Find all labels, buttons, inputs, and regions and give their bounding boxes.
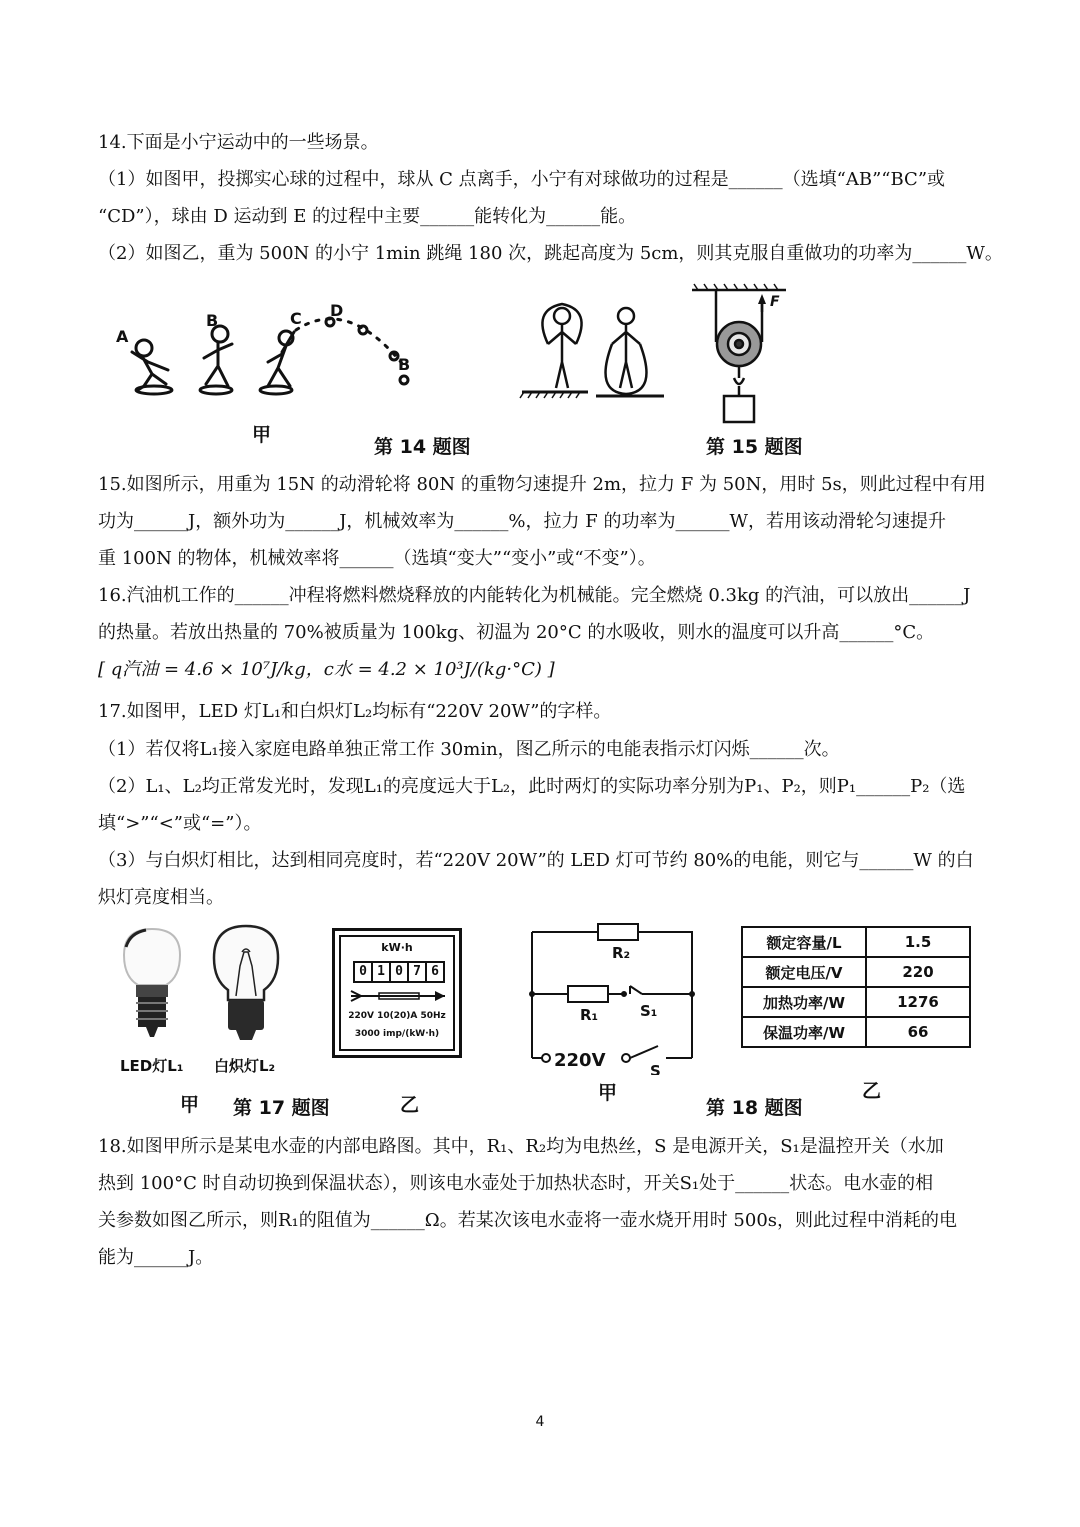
fig15-caption: 第 15 题图: [706, 436, 803, 458]
fig18-label-jia: 甲: [598, 1082, 618, 1104]
fig17-meter-display: [353, 961, 445, 983]
fig18-parameter-table: [741, 926, 971, 1048]
q15-line2: 功为______J，额外功为______J，机械效率为______%，拉力 F 的功率为______W，若用该动滑轮匀速提升: [98, 511, 946, 532]
fig14-rope-figure: [518, 300, 668, 400]
fig14-label-jia: 甲: [252, 424, 272, 446]
fig17-label-yi: 乙: [400, 1094, 420, 1116]
fig17-energy-meter: [332, 928, 462, 1058]
fig18-s-label: S: [650, 1062, 661, 1075]
table-cell: 加热功率/W: [742, 987, 866, 1017]
fig18-voltage-label: 220V: [554, 1050, 606, 1071]
fig15-force-label: F: [770, 294, 780, 310]
q15-line1: 15.如图所示，用重为 15N 的动滑轮将 80N 的重物匀速提升 2m，拉力 F 为 50N，用时 5s，则此过程中有用: [98, 474, 986, 495]
q18-line1: 18.如图甲所示是某电水壶的内部电路图。其中，R₁、R₂均为电热丝，S 是电源开关，S₁是温控开关（水加: [98, 1136, 944, 1157]
q17-part3-line1: （3）与白炽灯相比，达到相同亮度时，若“220V 20W”的 LED 灯可节约 80%的电能，则它与______W 的白: [98, 850, 974, 871]
q18-line2: 热到 100°C 时自动切换到保温状态），则该电水壶处于加热状态时，开关S₁处于______状态。电水壶的相: [98, 1173, 934, 1194]
fig17-led-label: LED灯L₁: [120, 1057, 184, 1075]
table-row: [742, 927, 970, 957]
table-cell: 1276: [866, 987, 970, 1017]
fig18-s1-label: S₁: [640, 1002, 658, 1020]
fig17-meter-digit: 1: [373, 963, 391, 981]
q17-part2-line2: 填“>”“<”或“=”）。: [98, 813, 262, 834]
fig17-meter-spec2: 3000 imp/(kW·h): [354, 1029, 440, 1039]
fig14-point-c: C: [290, 309, 302, 328]
q14-intro: 14.下面是小宁运动中的一些场景。: [98, 132, 379, 153]
fig17-led-bulb: [112, 925, 192, 1050]
table-cell: 1.5: [866, 927, 970, 957]
q16-line2: 的热量。若放出热量的 70%被质量为 100kg、初温为 20°C 的水吸收，则水的温度可以升高______°C。: [98, 622, 935, 643]
fig14-point-a: A: [116, 327, 129, 346]
fig17-incandescent-bulb: [206, 922, 286, 1052]
table-cell: 额定容量/L: [742, 927, 866, 957]
table-row: [742, 957, 970, 987]
q18-line3: 关参数如图乙所示，则R₁的阻值为______Ω。若某次该电水壶将一壶水烧开用时 500s，则此过程中消耗的电: [98, 1210, 958, 1231]
fig18-circuit: [520, 920, 700, 1075]
table-cell: 66: [866, 1017, 970, 1047]
fig17-meter-digit: 0: [355, 963, 373, 981]
q17-part1: （1）若仅将L₁接入家庭电路单独正常工作 30min，图乙所示的电能表指示灯闪烁______次。: [98, 739, 840, 760]
q14-part1-line2: “CD”），球由 D 运动到 E 的过程中主要______能转化为______能。: [98, 206, 637, 227]
table-cell: 额定电压/V: [742, 957, 866, 987]
fig17-meter-unit: kW·h: [381, 941, 413, 954]
fig14-point-b: B: [206, 311, 219, 330]
fig17-meter-spec1: 220V 10(20)A 50Hz: [348, 1011, 446, 1021]
fig17-meter-indicator-icon: [349, 989, 449, 1003]
fig18-caption: 第 18 题图: [706, 1097, 803, 1119]
page-number: 4: [535, 1414, 545, 1430]
q17-part3-line2: 炽灯亮度相当。: [98, 887, 224, 908]
fig18-r2-label: R₂: [612, 944, 631, 962]
q14-part2: （2）如图乙，重为 500N 的小宁 1min 跳绳 180 次，跳起高度为 5cm，则其克服自重做功的功率为______W。: [98, 243, 1003, 264]
fig17-meter-digit: 0: [391, 963, 409, 981]
fig14-throw-figure: [108, 300, 428, 410]
q17-part2-line1: （2）L₁、L₂均正常发光时，发现L₁的亮度远大于L₂，此时两灯的实际功率分别为P₁、P₂，则P₁______P₂（选: [98, 776, 966, 797]
fig17-meter-digit: 6: [431, 964, 439, 979]
q14-part1-line1: （1）如图甲，投掷实心球的过程中，球从 C 点离手，小宁有对球做功的过程是______（选填“AB”“BC”或: [98, 169, 946, 190]
fig14-caption: 第 14 题图: [374, 436, 471, 458]
table-cell: 保温功率/W: [742, 1017, 866, 1047]
fig14-point-b2: B: [398, 355, 411, 374]
fig18-label-yi: 乙: [862, 1080, 882, 1102]
table-row: [742, 987, 970, 1017]
fig14-point-d: D: [330, 301, 344, 320]
fig17-meter-digit: 7: [409, 963, 427, 981]
table-cell: 220: [866, 957, 970, 987]
q17-intro: 17.如图甲，LED 灯L₁和白炽灯L₂均标有“220V 20W”的字样。: [98, 701, 612, 722]
fig18-r1-label: R₁: [580, 1006, 599, 1024]
q15-line3: 重 100N 的物体，机械效率将______（选填“变大”“变小”或“不变”）。: [98, 548, 656, 569]
fig17-label-jia: 甲: [180, 1094, 200, 1116]
fig15-pulley-figure: [690, 282, 790, 427]
q18-line4: 能为______J。: [98, 1247, 214, 1268]
q16-constants: [ q汽油 = 4.6 × 10⁷J/kg，c水 = 4.2 × 10³J/(kg·°C) ]: [98, 659, 555, 680]
fig17-bulb-label: 白炽灯L₂: [214, 1057, 276, 1075]
q16-line1: 16.汽油机工作的______冲程将燃料燃烧释放的内能转化为机械能。完全燃烧 0.3kg 的汽油，可以放出______J: [98, 585, 971, 606]
fig17-caption: 第 17 题图: [233, 1097, 330, 1119]
table-row: [742, 1017, 970, 1047]
